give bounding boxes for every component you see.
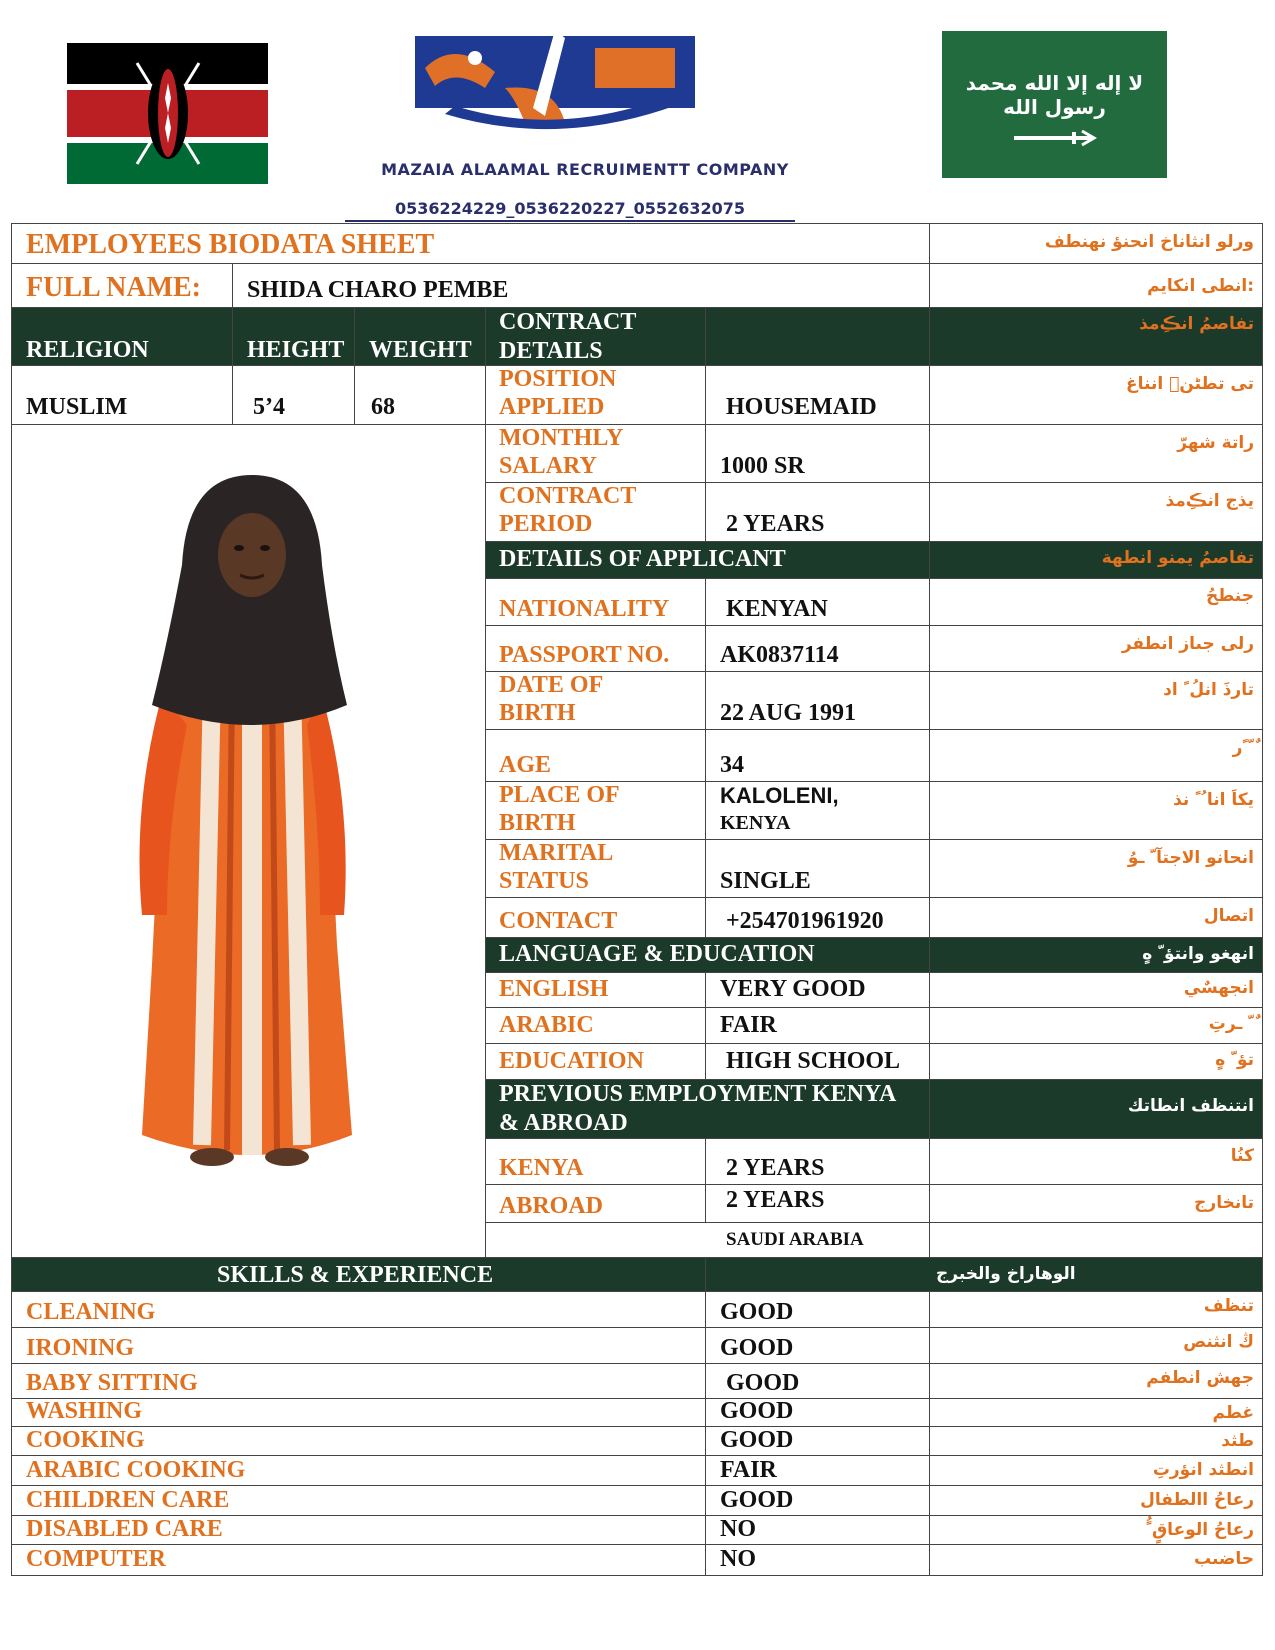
applicant-photo: [122, 445, 382, 1205]
employment-label: ABROAD: [499, 1193, 604, 1219]
skill-label-cell: [11, 1426, 707, 1457]
contract-value: 2 YEARS: [726, 511, 825, 537]
employment-value-cell: [705, 1184, 931, 1224]
contract-label-cell: [485, 482, 707, 542]
language-label-cell: [485, 1007, 707, 1045]
applicant-heading-ar-cell: [929, 541, 1263, 579]
employment-value: 2 YEARS: [726, 1187, 825, 1213]
skill-value-cell: [705, 1426, 931, 1457]
applicant-label-cell: [485, 671, 707, 731]
applicant-value: 34: [720, 752, 744, 778]
height-heading: HEIGHT: [247, 337, 345, 363]
applicant-label: NATIONALITY: [499, 596, 670, 622]
skill-label: COOKING: [26, 1427, 145, 1453]
skill-ar-cell: [929, 1544, 1263, 1576]
skill-ar: طثد: [1221, 1431, 1254, 1451]
applicant-heading-cell: [485, 541, 931, 579]
skill-label-cell: [11, 1398, 707, 1428]
skill-value-cell: [705, 1363, 931, 1400]
employment-label-cell: [485, 1184, 707, 1224]
full-name-value-cell: [232, 263, 931, 309]
skill-label-cell: [11, 1515, 707, 1546]
skill-label: BABY SITTING: [26, 1370, 198, 1396]
sheet-title-ar: ورلو انثاناخ انحنؤ نهنطف: [1044, 232, 1254, 252]
contract-ar-cell: [929, 482, 1263, 542]
applicant-heading: DETAILS OF APPLICANT: [499, 546, 786, 572]
sheet-title: EMPLOYEES BIODATA SHEET: [26, 229, 435, 260]
employment-label: KENYA: [499, 1155, 584, 1181]
skill-label: CLEANING: [26, 1299, 156, 1325]
applicant-label-line2: BIRTH: [499, 810, 576, 836]
skills-heading-cell: [11, 1257, 707, 1293]
applicant-label-cell: [485, 781, 707, 841]
skill-value-cell: [705, 1455, 931, 1487]
employment-ar: تانخارج: [1194, 1193, 1254, 1213]
contract-label-cell: [485, 424, 707, 484]
contract-ar: راتة شهرّ: [1177, 433, 1254, 453]
skill-value-cell: [705, 1515, 931, 1546]
weight-heading: WEIGHT: [369, 337, 472, 363]
contract-ar: تی تطٹنؓ انناغ: [1126, 374, 1254, 394]
contract-value: HOUSEMAID: [726, 394, 877, 420]
applicant-ar-cell: [929, 625, 1263, 673]
skill-label: DISABLED CARE: [26, 1516, 223, 1542]
applicant-label-cell: [485, 577, 707, 627]
skill-ar-cell: [929, 1291, 1263, 1329]
contract-heading-line2: DETAILS: [499, 338, 603, 364]
applicant-label-line2: BIRTH: [499, 700, 576, 726]
language-ar: ٌ ّ ـرتِ: [1208, 1014, 1254, 1034]
applicant-value: AK0837114: [720, 642, 839, 668]
language-value-cell: [705, 1043, 931, 1081]
applicant-value-cell: [705, 625, 931, 673]
applicant-label: PASSPORT NO.: [499, 642, 670, 668]
full-name-label: FULL NAME:: [26, 272, 201, 303]
skill-value: GOOD: [720, 1335, 794, 1361]
skill-value-cell: [705, 1291, 931, 1329]
applicant-label-cell: [485, 839, 707, 899]
employment-heading-cell: [485, 1079, 931, 1139]
saudi-flag-shahada: لا إله إلا الله محمد رسول الله: [965, 71, 1144, 119]
skill-ar: رعاحُ االطفال: [1140, 1490, 1254, 1510]
language-ar: تؤ ّ هٍ: [1215, 1050, 1254, 1070]
skill-value-cell: [705, 1327, 931, 1365]
contract-ar-cell: [929, 424, 1263, 484]
height-heading-cell: [232, 307, 356, 367]
employment-heading-line2: & ABROAD: [499, 1110, 628, 1136]
skill-ar-cell: [929, 1455, 1263, 1487]
skill-label: CHILDREN CARE: [26, 1487, 230, 1513]
skills-heading: SKILLS & EXPERIENCE: [217, 1262, 494, 1288]
language-ar: انجهسٌي: [1183, 978, 1254, 998]
applicant-ar-cell: [929, 839, 1263, 899]
skill-ar-cell: [929, 1327, 1263, 1365]
applicant-ar: اتصال: [1203, 906, 1254, 926]
language-heading-ar: انهغو وانتؤ ّ هٍ: [1142, 944, 1254, 964]
contract-label-line1: CONTRACT: [499, 483, 637, 509]
language-label-cell: [485, 1043, 707, 1081]
saudi-flag: [942, 31, 1167, 178]
employment-ar-cell: [929, 1137, 1263, 1186]
contract-heading-line1: CONTRACT: [499, 309, 637, 335]
contract-label-cell: [485, 365, 707, 425]
applicant-ar: ٌ ّ ًر: [1232, 738, 1254, 758]
photo-cell: [11, 424, 487, 1259]
language-value: VERY GOOD: [720, 976, 866, 1002]
language-ar-cell: [929, 971, 1263, 1009]
skill-label-cell: [11, 1363, 707, 1400]
kenya-flag: [67, 43, 268, 184]
applicant-value: SINGLE: [720, 868, 811, 894]
applicant-label: AGE: [499, 752, 552, 778]
skill-value: GOOD: [720, 1398, 794, 1424]
employment-ar: كنُا: [1230, 1146, 1254, 1166]
abroad-country-cell: [485, 1222, 931, 1259]
skill-label-cell: [11, 1455, 707, 1487]
skill-ar-cell: [929, 1485, 1263, 1517]
skill-label-cell: [11, 1291, 707, 1329]
language-value-cell: [705, 1007, 931, 1045]
contract-heading-ar-cell: [929, 307, 1263, 367]
religion-heading-cell: [11, 307, 234, 367]
skill-value: GOOD: [720, 1487, 794, 1513]
full-name-value: SHIDA CHARO PEMBE: [247, 277, 509, 303]
skill-ar: انطثد انؤرتِ: [1152, 1460, 1254, 1480]
applicant-ar: رلى جىاز انطفر: [1121, 634, 1254, 654]
full-name-ar: :انطى انكايم: [1147, 276, 1254, 296]
title-ar-cell: [929, 223, 1263, 265]
contract-heading-mid-cell: [705, 307, 931, 367]
applicant-value: +254701961920: [726, 908, 884, 934]
applicant-value-cell: [705, 781, 931, 841]
applicant-ar-cell: [929, 729, 1263, 783]
skill-label: COMPUTER: [26, 1546, 166, 1572]
contract-value-cell: [705, 482, 931, 542]
applicant-ar: جنطحُ: [1205, 586, 1254, 606]
contract-label-line2: APPLIED: [499, 394, 605, 420]
skill-label-cell: [11, 1327, 707, 1365]
applicant-ar-cell: [929, 577, 1263, 627]
skill-ar-cell: [929, 1398, 1263, 1428]
language-label: ARABIC: [499, 1012, 594, 1038]
employment-ar-cell: [929, 1184, 1263, 1224]
contract-heading-cell: [485, 307, 707, 367]
applicant-label-line2: STATUS: [499, 868, 589, 894]
full-name-ar-cell: [929, 263, 1263, 309]
company-phones: 0536224229_0536220227_0552632075: [345, 199, 795, 222]
skill-ar: تنظف: [1203, 1296, 1254, 1316]
skill-value-cell: [705, 1485, 931, 1517]
weight-heading-cell: [354, 307, 487, 367]
applicant-ar: انحانو الاجتآ ّ ـوُ: [1127, 848, 1254, 868]
applicant-ar-cell: [929, 897, 1263, 939]
applicant-value-cell: [705, 671, 931, 731]
language-heading-ar-cell: [929, 937, 1263, 973]
applicant-ar-cell: [929, 671, 1263, 731]
religion-value-cell: [11, 365, 234, 426]
language-value-cell: [705, 971, 931, 1009]
religion-heading: RELIGION: [26, 337, 149, 363]
applicant-ar: تارذَ انلُ ً اد: [1163, 680, 1254, 700]
applicant-heading-ar: تفاصمُ يمنو انطهة: [1101, 548, 1254, 568]
skill-ar: رعاحُ الوعاقٍ ًُ: [1146, 1520, 1254, 1540]
applicant-value-cell: [705, 729, 931, 783]
contract-ar: يذج انڪ‌ِمذ: [1165, 491, 1254, 511]
applicant-label-line1: DATE OF: [499, 672, 604, 698]
language-label: EDUCATION: [499, 1048, 644, 1074]
applicant-label-cell: [485, 625, 707, 673]
language-ar-cell: [929, 1043, 1263, 1081]
applicant-value-line1: KALOLENI,: [720, 783, 839, 808]
applicant-label: CONTACT: [499, 908, 618, 934]
contract-label-line2: PERIOD: [499, 511, 593, 537]
employment-heading-line1: PREVIOUS EMPLOYMENT KENYA: [499, 1081, 897, 1107]
skills-heading-ar-cell: [705, 1257, 1263, 1293]
skill-label: IRONING: [26, 1335, 135, 1361]
company-logo: [415, 28, 695, 146]
language-heading-cell: [485, 937, 931, 973]
applicant-value-cell: [705, 577, 931, 627]
skill-value: GOOD: [726, 1370, 800, 1396]
applicant-label-cell: [485, 897, 707, 939]
applicant-value-line2: KENYA: [720, 812, 791, 834]
applicant-value-cell: [705, 897, 931, 939]
weight-value-cell: [354, 365, 487, 426]
skill-ar-cell: [929, 1363, 1263, 1400]
skill-value-cell: [705, 1398, 931, 1428]
contract-value: 1000 SR: [720, 453, 805, 479]
contract-label-line1: MONTHLY: [499, 425, 624, 451]
contract-label-line2: SALARY: [499, 453, 597, 479]
skill-ar-cell: [929, 1515, 1263, 1546]
contract-heading-ar: تفاصمُ انڪ‌ِمذ: [1139, 314, 1254, 334]
applicant-value: 22 AUG 1991: [720, 700, 857, 726]
skill-value: GOOD: [720, 1299, 794, 1325]
skill-label: WASHING: [26, 1398, 143, 1424]
skill-ar: حاضىب: [1194, 1549, 1254, 1569]
skill-label: ARABIC COOKING: [26, 1457, 246, 1483]
skill-value: NO: [720, 1546, 756, 1572]
full-name-label-cell: [11, 263, 234, 309]
contract-label-line1: POSITION: [499, 366, 617, 392]
skill-label-cell: [11, 1544, 707, 1576]
language-label: ENGLISH: [499, 976, 609, 1002]
applicant-label-cell: [485, 729, 707, 783]
applicant-value-cell: [705, 839, 931, 899]
company-name: MAZAIA ALAAMAL RECRUIMENTT COMPANY: [381, 160, 789, 179]
applicant-label-line1: MARITAL: [499, 840, 614, 866]
skill-value: GOOD: [720, 1427, 794, 1453]
language-ar-cell: [929, 1007, 1263, 1045]
skill-ar-cell: [929, 1426, 1263, 1457]
contract-ar-cell: [929, 365, 1263, 425]
applicant-ar: يكاَ انا ُ ً نذ: [1173, 790, 1254, 810]
skill-ar: جهش انطفم: [1146, 1368, 1254, 1388]
employment-heading-ar-cell: [929, 1079, 1263, 1139]
employment-value: 2 YEARS: [726, 1155, 825, 1181]
skill-value: NO: [720, 1516, 756, 1542]
weight-value: 68: [371, 394, 395, 420]
title-cell: [11, 223, 931, 265]
language-heading: LANGUAGE & EDUCATION: [499, 941, 815, 967]
skill-ar: ڭ انثنص: [1183, 1332, 1254, 1352]
applicant-value: KENYAN: [726, 596, 828, 622]
skill-ar: غطم: [1212, 1403, 1254, 1423]
employment-heading-ar: انتنظف انطاتك: [1127, 1096, 1254, 1116]
employment-value-cell: [705, 1137, 931, 1186]
language-value: FAIR: [720, 1012, 777, 1038]
abroad-country-ar-cell: [929, 1222, 1263, 1259]
employment-label-cell: [485, 1137, 707, 1186]
applicant-label-line1: PLACE OF: [499, 782, 620, 808]
contract-value-cell: [705, 424, 931, 484]
religion-value: MUSLIM: [26, 394, 128, 420]
language-value: HIGH SCHOOL: [726, 1048, 901, 1074]
height-value: 5’4: [253, 394, 285, 420]
abroad-country: SAUDI ARABIA: [726, 1229, 864, 1250]
height-value-cell: [232, 365, 356, 426]
skill-value: FAIR: [720, 1457, 777, 1483]
skills-heading-ar: الوهاراخ والخبرج: [936, 1264, 1076, 1284]
language-label-cell: [485, 971, 707, 1009]
applicant-ar-cell: [929, 781, 1263, 841]
skill-label-cell: [11, 1485, 707, 1517]
contract-value-cell: [705, 365, 931, 425]
skill-value-cell: [705, 1544, 931, 1576]
